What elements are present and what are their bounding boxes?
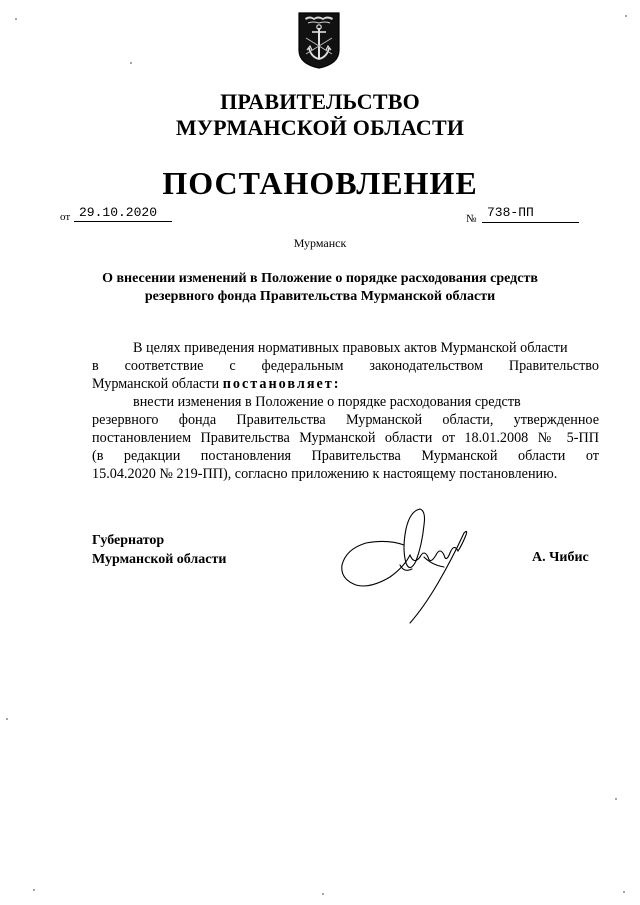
document-number: 738-ПП [487,205,534,220]
decree-verb: постановляет: [222,376,341,392]
body-paragraph2-line2: резервного фонда Правительства Мурманской области, утвержденное [92,412,599,428]
scan-speck [322,893,324,895]
body-paragraph1-line1: В целях приведения нормативных правовых актов Мурманской области [133,340,568,356]
scan-speck [33,889,35,891]
number-underline [482,222,579,223]
document-date: 29.10.2020 [79,205,158,220]
murmansk-coat-of-arms-icon [296,10,342,70]
body-paragraph1-line3 [92,375,599,393]
document-city: Мурманск [293,236,347,250]
signer-position-line2: Мурманской области [92,552,227,567]
body-paragraph2-line5: 15.04.2020 № 219-ПП), согласно приложению к настоящему постановлению. [92,466,558,482]
body-paragraph1-line2: в соответствие с федеральным законодательством Правительство [92,358,599,374]
signer-name: А. Чибис [532,550,589,565]
handwritten-signature-icon [340,505,490,630]
government-name-line1: ПРАВИТЕЛЬСТВО [220,89,420,114]
signer-position-line1: Губернатор [92,533,165,548]
body-paragraph2-line4: (в редакции постановления Правительства Мурманской области от [92,448,599,464]
scan-speck [6,718,8,720]
government-name-line2: МУРМАНСКОЙ ОБЛАСТИ [175,115,465,140]
date-prefix: от [60,211,71,223]
body-paragraph2-line1: внести изменения в Положение о порядке расходования средств [133,394,521,410]
document-type-heading: ПОСТАНОВЛЕНИЕ [162,165,478,201]
scan-speck [615,798,617,800]
date-underline [74,221,172,222]
scan-speck [15,18,17,20]
body-paragraph1-line3-text: Мурманской области [92,376,223,392]
scan-speck [625,15,627,17]
document-title-line2: резервного фонда Правительства Мурманской области [144,289,496,304]
scan-speck [623,891,625,893]
document-title-line1: О внесении изменений в Положение о порядке расходования средств [102,271,538,286]
body-paragraph2-line3: постановлением Правительства Мурманской области от 18.01.2008 № 5-ПП [92,430,599,446]
scan-speck [130,62,132,64]
number-prefix: № [466,213,477,225]
